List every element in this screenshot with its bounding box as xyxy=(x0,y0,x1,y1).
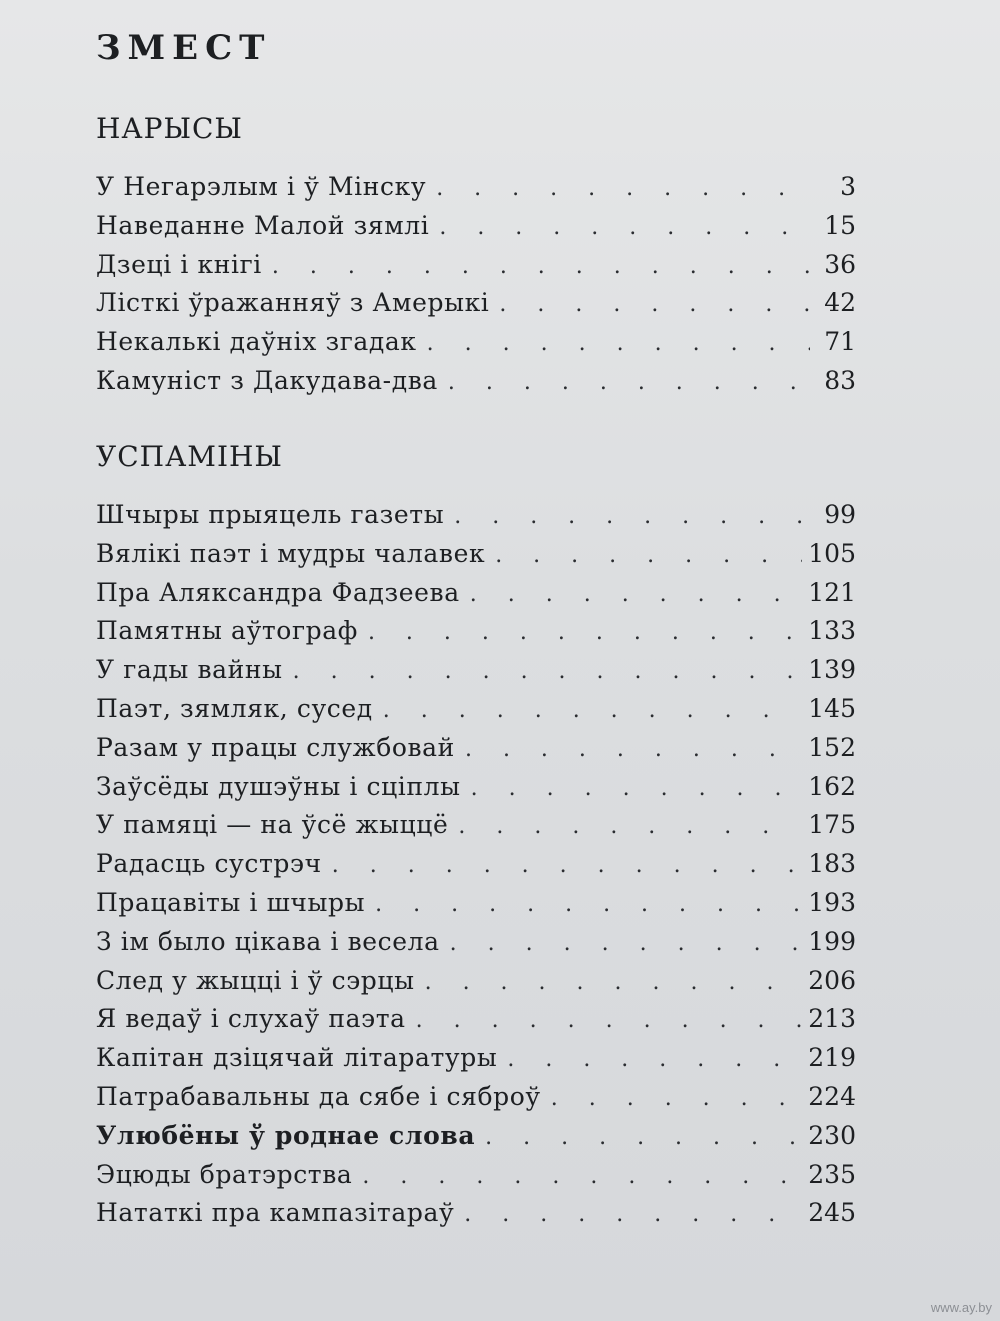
leader-dots xyxy=(507,1047,802,1072)
toc-entry-page: 71 xyxy=(824,327,856,357)
toc-entry-page: 121 xyxy=(808,577,856,607)
leader-dots xyxy=(499,292,810,317)
toc-entry-page: 133 xyxy=(808,616,856,646)
toc-entry-title: Некалькі даўніх згадак xyxy=(96,327,417,357)
toc-entry-title: Патрабавальны да сябе і сяброў xyxy=(96,1081,541,1111)
toc-entry-title: У Негарэлым і ў Мінску xyxy=(96,172,427,201)
toc-entry[interactable] xyxy=(96,733,856,772)
leader-dots xyxy=(427,331,810,356)
toc-entry-page: 162 xyxy=(808,771,856,801)
leader-dots xyxy=(272,254,810,279)
toc-entry-title: У памяці — на ўсё жыццё xyxy=(96,810,449,840)
leader-dots xyxy=(450,931,803,956)
toc-entry-page: 213 xyxy=(808,1004,856,1034)
toc-entry-title: Дзеці і кнігі xyxy=(96,249,262,279)
toc-entry-page: 219 xyxy=(808,1043,856,1073)
toc-entry-page: 183 xyxy=(808,849,856,879)
toc-entry-title: Радасць сустрэч xyxy=(96,849,322,879)
leader-dots xyxy=(425,970,803,995)
leader-dots xyxy=(465,737,802,762)
toc-entry-title: Капітан дзіцячай літаратуры xyxy=(96,1043,498,1073)
leader-dots xyxy=(458,814,802,839)
toc-entry-page: 245 xyxy=(808,1198,856,1228)
toc-entry-page: 105 xyxy=(808,538,856,568)
toc-entry[interactable] xyxy=(96,616,856,655)
toc-entry-title: Нататкі пра кампазітараў xyxy=(96,1198,455,1228)
toc-entry[interactable] xyxy=(96,694,856,733)
toc-entry[interactable] xyxy=(96,849,856,888)
leader-dots xyxy=(464,1202,802,1227)
toc-entry-page: 42 xyxy=(824,288,856,318)
toc-entry-title: Пра Аляксандра Фадзеева xyxy=(96,577,460,607)
toc-entry[interactable] xyxy=(96,578,856,617)
toc-entry[interactable] xyxy=(96,211,856,250)
toc-entry-page: 206 xyxy=(808,965,856,995)
toc-entry-title: Шчыры прыяцель газеты xyxy=(96,500,445,529)
toc-entry[interactable] xyxy=(96,327,856,366)
toc-entry-page: 15 xyxy=(824,210,856,240)
leader-dots xyxy=(551,1086,803,1111)
toc-entry-page: 235 xyxy=(808,1159,856,1189)
leader-dots xyxy=(470,582,803,607)
toc-entry[interactable] xyxy=(96,366,856,405)
toc-entry-page: 36 xyxy=(824,249,856,279)
leader-dots xyxy=(448,370,810,395)
toc-entry-title: Паэт, зямляк, сусед xyxy=(96,693,373,723)
toc-entry-title: Камуніст з Дакудава-два xyxy=(96,365,438,395)
toc-entry[interactable] xyxy=(96,1082,856,1121)
toc-entry[interactable] xyxy=(96,1121,856,1160)
toc-entry[interactable] xyxy=(96,250,856,289)
toc-entry[interactable] xyxy=(96,1043,856,1082)
toc-entry-page: 145 xyxy=(808,693,856,723)
toc-entry-page: 175 xyxy=(808,810,856,840)
leader-dots xyxy=(416,1008,803,1033)
toc-list-narysy xyxy=(96,172,856,405)
toc-entry[interactable] xyxy=(96,288,856,327)
toc-entry[interactable] xyxy=(96,772,856,811)
toc-entry-page: 152 xyxy=(808,732,856,762)
toc-entry-page: 199 xyxy=(808,926,856,956)
toc-entry-title: Працавіты і шчыры xyxy=(96,887,366,917)
leader-dots xyxy=(375,892,802,917)
leader-dots xyxy=(293,659,803,684)
toc-entry-title: Памятны аўтограф xyxy=(96,616,358,646)
leader-dots xyxy=(495,543,802,568)
contents-heading: ЗМЕСТ xyxy=(96,28,272,68)
toc-entry-title: Вялікі паэт і мудры чалавек xyxy=(96,538,486,568)
leader-dots xyxy=(383,698,803,723)
toc-entry[interactable] xyxy=(96,655,856,694)
leader-dots xyxy=(436,176,810,201)
toc-entry-page: 3 xyxy=(840,172,856,201)
toc-entry-title: Заўсёды душэўны і сціплы xyxy=(96,771,461,801)
toc-entry-title: Наведанне Малой зямлі xyxy=(96,210,430,240)
toc-entry-title: У гады вайны xyxy=(96,655,283,685)
toc-entry[interactable] xyxy=(96,1160,856,1199)
toc-entry-page: 139 xyxy=(808,655,856,685)
toc-entry[interactable] xyxy=(96,966,856,1005)
toc-entry-page: 193 xyxy=(808,887,856,917)
toc-entry-page: 83 xyxy=(824,365,856,395)
toc-entry-page: 230 xyxy=(808,1120,856,1150)
site-watermark: www.ay.by xyxy=(930,1300,992,1315)
toc-entry-title: Эцюды братэрства xyxy=(96,1159,353,1189)
toc-list-uspaminy xyxy=(96,500,856,1237)
toc-entry[interactable] xyxy=(96,810,856,849)
toc-entry[interactable] xyxy=(96,888,856,927)
leader-dots xyxy=(439,215,810,240)
leader-dots xyxy=(362,1164,802,1189)
leader-dots xyxy=(454,504,810,529)
toc-entry[interactable] xyxy=(96,1004,856,1043)
toc-entry[interactable] xyxy=(96,539,856,578)
toc-entry-title: Я ведаў і слухаў паэта xyxy=(96,1004,406,1034)
toc-entry-title: Улюбёны ў роднае слова xyxy=(96,1120,476,1150)
leader-dots xyxy=(368,620,802,645)
leader-dots xyxy=(471,776,803,801)
toc-entry-title: Разам у працы службовай xyxy=(96,732,455,762)
toc-entry[interactable] xyxy=(96,500,856,539)
leader-dots xyxy=(332,853,803,878)
toc-entry[interactable] xyxy=(96,1198,856,1237)
toc-entry-page: 224 xyxy=(808,1081,856,1111)
toc-entry-title: Лісткі ўражанняў з Амерыкі xyxy=(96,288,490,318)
toc-entry[interactable] xyxy=(96,172,856,211)
leader-dots xyxy=(485,1125,802,1150)
toc-entry-title: След у жыцці і ў сэрцы xyxy=(96,965,415,995)
toc-entry-title: З ім было цікава і весела xyxy=(96,926,440,956)
section-title-narysy: НАРЫСЫ xyxy=(96,112,243,145)
toc-entry-page: 99 xyxy=(824,500,856,529)
toc-entry[interactable] xyxy=(96,927,856,966)
section-title-uspaminy: УСПАМІНЫ xyxy=(96,440,283,473)
